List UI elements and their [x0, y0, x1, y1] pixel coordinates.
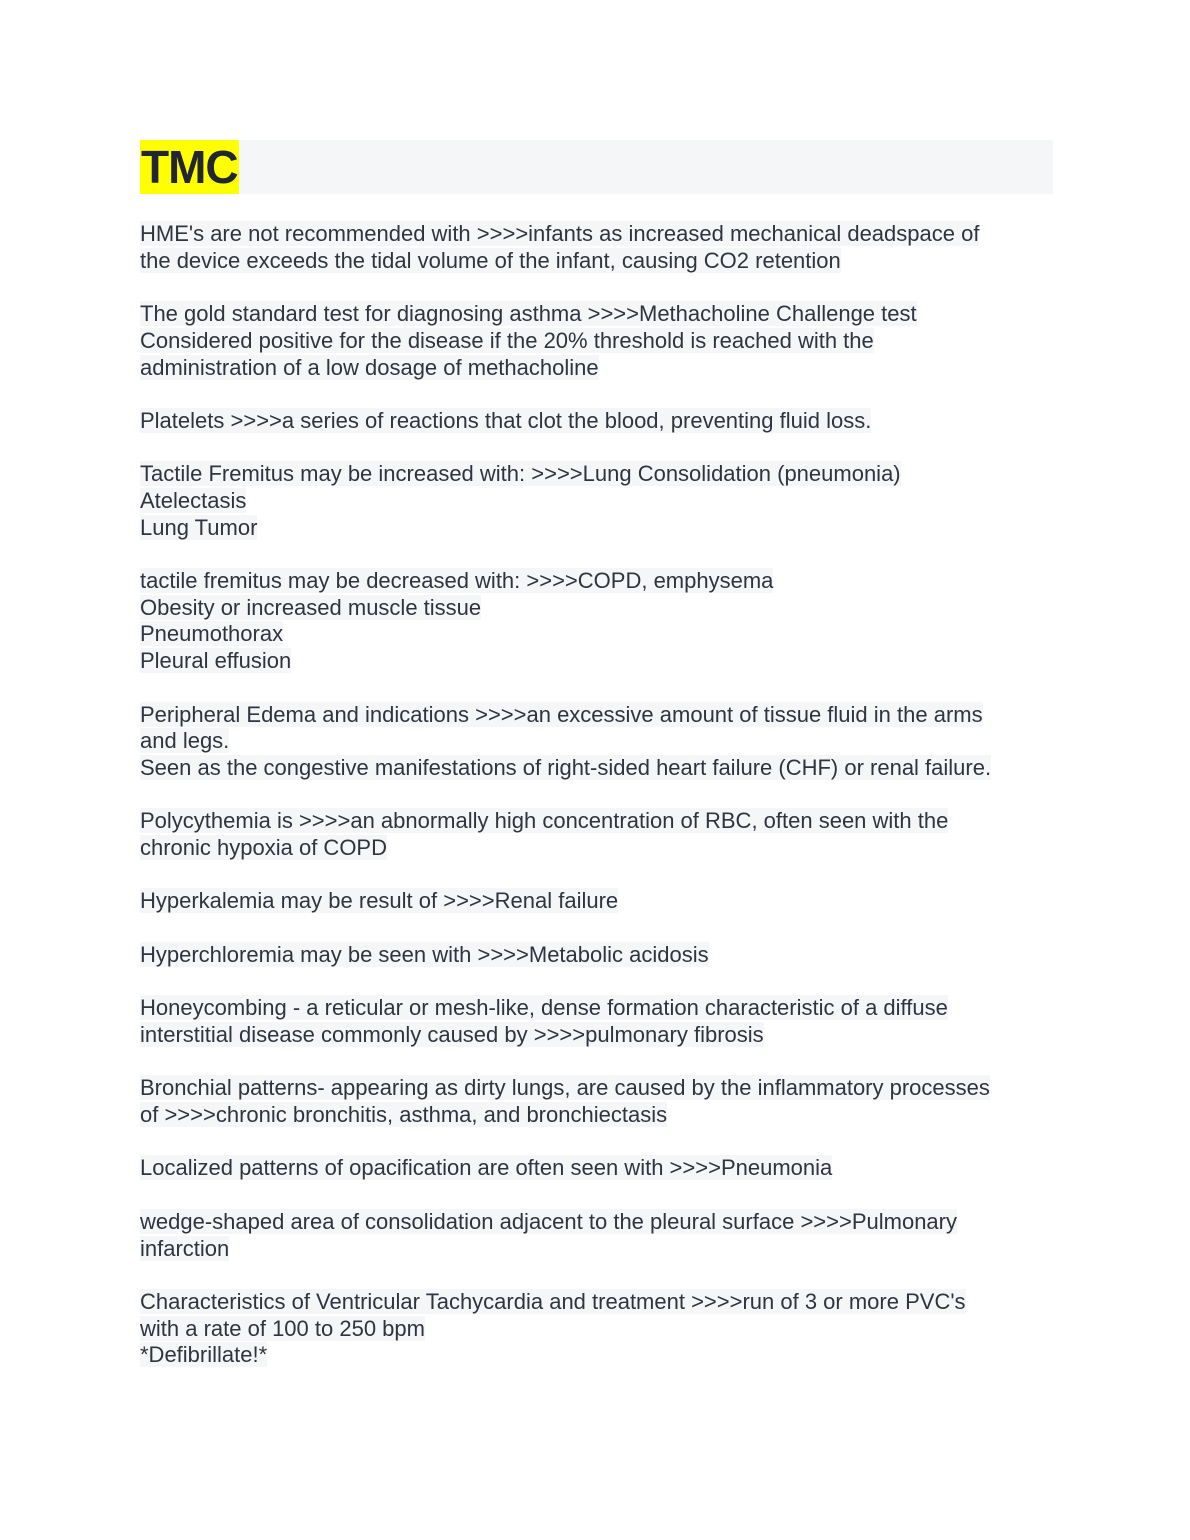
entry-line-text: Obesity or increased muscle tissue: [140, 594, 482, 620]
entry-line-text: Polycythemia is >>>>an abnormally high concentration of RBC, often seen with the: [140, 808, 949, 834]
entry-line-text: Localized patterns of opacification are often seen with >>>>Pneumonia: [140, 1155, 833, 1181]
flashcard-entry: [140, 301, 1053, 381]
document-title: TMC: [141, 141, 238, 193]
entry-line-text: The gold standard test for diagnosing asthma >>>>Methacholine Challenge test: [140, 301, 917, 327]
flashcard-entry: [140, 702, 1053, 782]
entry-line-text: the device exceeds the tidal volume of the infant, causing CO2 retention: [140, 247, 841, 273]
entry-line-text: HME's are not recommended with >>>>infants as increased mechanical deadspace of: [140, 221, 980, 246]
entry-line: [140, 648, 1053, 675]
entry-line-text: administration of a low dosage of methacholine: [140, 354, 599, 380]
entry-line-text: Atelectasis: [140, 487, 247, 513]
entry-line-text: Pleural effusion: [140, 648, 292, 674]
entry-line: [140, 808, 1053, 835]
entry-line: [140, 488, 1053, 515]
entry-line: [140, 355, 1053, 382]
entry-line-text: Tactile Fremitus may be increased with: >>>>Lung Consolidation (pneumonia): [140, 461, 901, 487]
entry-line: [140, 1342, 1053, 1369]
entry-line: [140, 248, 1053, 275]
entry-line: [140, 621, 1053, 648]
entry-line-text: Considered positive for the disease if the 20% threshold is reached with the: [140, 327, 874, 353]
entry-list: [140, 221, 1053, 1369]
flashcard-entry: [140, 221, 1053, 274]
entry-line: [140, 1022, 1053, 1049]
document-page: [140, 140, 1053, 1396]
entry-line: [140, 995, 1053, 1022]
entry-line-text: *Defibrillate!*: [140, 1342, 268, 1368]
flashcard-entry: [140, 461, 1053, 541]
entry-line-text: Peripheral Edema and indications >>>>an excessive amount of tissue fluid in the arms: [140, 701, 983, 727]
entry-line: [140, 1316, 1053, 1343]
flashcard-entry: [140, 808, 1053, 861]
entry-line: [140, 515, 1053, 542]
entry-line: [140, 1209, 1053, 1236]
entry-line: [140, 888, 1053, 915]
entry-line-text: and legs.: [140, 728, 230, 754]
flashcard-entry: [140, 942, 1053, 969]
flashcard-entry: [140, 1209, 1053, 1262]
entry-line: [140, 835, 1053, 862]
entry-line: [140, 755, 1053, 782]
flashcard-entry: [140, 995, 1053, 1048]
flashcard-entry: [140, 1155, 1053, 1182]
entry-line-text: tactile fremitus may be decreased with: >>>>COPD, emphysema: [140, 568, 774, 594]
entry-line-text: chronic hypoxia of COPD: [140, 835, 387, 861]
entry-line: [140, 461, 1053, 488]
flashcard-entry: [140, 408, 1053, 435]
entry-line: [140, 328, 1053, 355]
entry-line: [140, 1102, 1053, 1129]
flashcard-entry: [140, 1075, 1053, 1128]
entry-line: [140, 942, 1053, 969]
flashcard-entry: [140, 568, 1053, 675]
entry-line-text: Hyperkalemia may be result of >>>>Renal failure: [140, 888, 619, 914]
entry-line-text: Characteristics of Ventricular Tachycardia and treatment >>>>run of 3 or more PVC's: [140, 1288, 966, 1314]
entry-line: [140, 408, 1053, 435]
entry-line: [140, 568, 1053, 595]
entry-line: [140, 1289, 1053, 1316]
entry-line-text: Platelets >>>>a series of reactions that clot the blood, preventing fluid loss.: [140, 407, 872, 433]
entry-line: [140, 595, 1053, 622]
flashcard-entry: [140, 1289, 1053, 1369]
entry-line-text: with a rate of 100 to 250 bpm: [140, 1315, 425, 1341]
entry-line-text: Pneumothorax: [140, 621, 284, 647]
entry-line-text: Seen as the congestive manifestations of right-sided heart failure (CHF) or renal failure.: [140, 754, 992, 780]
entry-line-text: wedge-shaped area of consolidation adjacent to the pleural surface >>>>Pulmonary: [140, 1208, 957, 1234]
entry-line: [140, 1236, 1053, 1263]
title-bar: [140, 140, 1053, 194]
entry-line: [140, 301, 1053, 328]
entry-line: [140, 1075, 1053, 1102]
entry-line: [140, 702, 1053, 729]
entry-line: [140, 728, 1053, 755]
entry-line: [140, 221, 1053, 248]
entry-line-text: Bronchial patterns- appearing as dirty lungs, are caused by the inflammatory processes: [140, 1075, 990, 1101]
entry-line-text: of >>>>chronic bronchitis, asthma, and bronchiectasis: [140, 1102, 668, 1128]
entry-line-text: Lung Tumor: [140, 514, 258, 540]
entry-line-text: infarction: [140, 1235, 230, 1261]
entry-line: [140, 1155, 1053, 1182]
entry-line-text: Hyperchloremia may be seen with >>>>Metabolic acidosis: [140, 941, 709, 967]
entry-line-text: interstitial disease commonly caused by >>>>pulmonary fibrosis: [140, 1021, 764, 1047]
entry-line-text: Honeycombing - a reticular or mesh-like, dense formation characteristic of a diffuse: [140, 995, 948, 1021]
flashcard-entry: [140, 888, 1053, 915]
